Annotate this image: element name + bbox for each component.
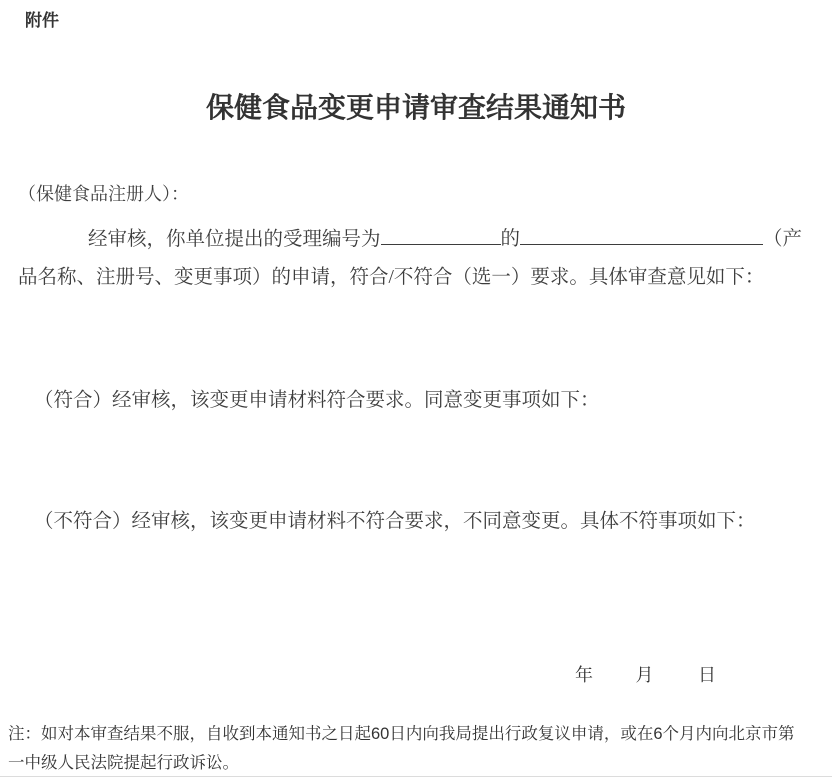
day-label: 日: [698, 665, 716, 685]
application-review-line: [18, 224, 802, 252]
text-between-blanks: 的: [500, 228, 521, 250]
footnote-block: [8, 720, 828, 777]
conform-option-line: （符合）经审核，该变更申请材料符合要求。同意变更事项如下：: [34, 390, 600, 411]
footnote-line-2: 一中级人民法院提起行政诉讼。: [8, 754, 239, 772]
text-before-acceptance-blank: 经审核，你单位提出的受理编号为: [88, 228, 381, 250]
addressee-line: （保健食品注册人）：: [18, 184, 189, 204]
footnote-line-1: 注：如对本审查结果不服，自收到本通知书之日起60日内向我局提出行政复议申请，或在6个月内向北京市第: [8, 725, 795, 743]
year-label: 年: [575, 665, 593, 685]
page-title: 保健食品变更申请审查结果通知书: [205, 92, 626, 123]
acceptance-number-blank: [381, 224, 501, 245]
date-line: [575, 664, 716, 686]
text-after-product-blank: （产: [763, 228, 803, 250]
month-label: 月: [635, 665, 654, 685]
product-info-blank: [520, 224, 763, 245]
attachment-label: 附件: [25, 11, 59, 30]
nonconform-option-line: （不符合）经审核，该变更申请材料不符合要求，不同意变更。具体不符事项如下：: [34, 511, 756, 532]
application-review-wrap-line: 品名称、注册号、变更事项）的申请，符合/不符合（选一）要求。具体审查意见如下：: [18, 267, 765, 288]
